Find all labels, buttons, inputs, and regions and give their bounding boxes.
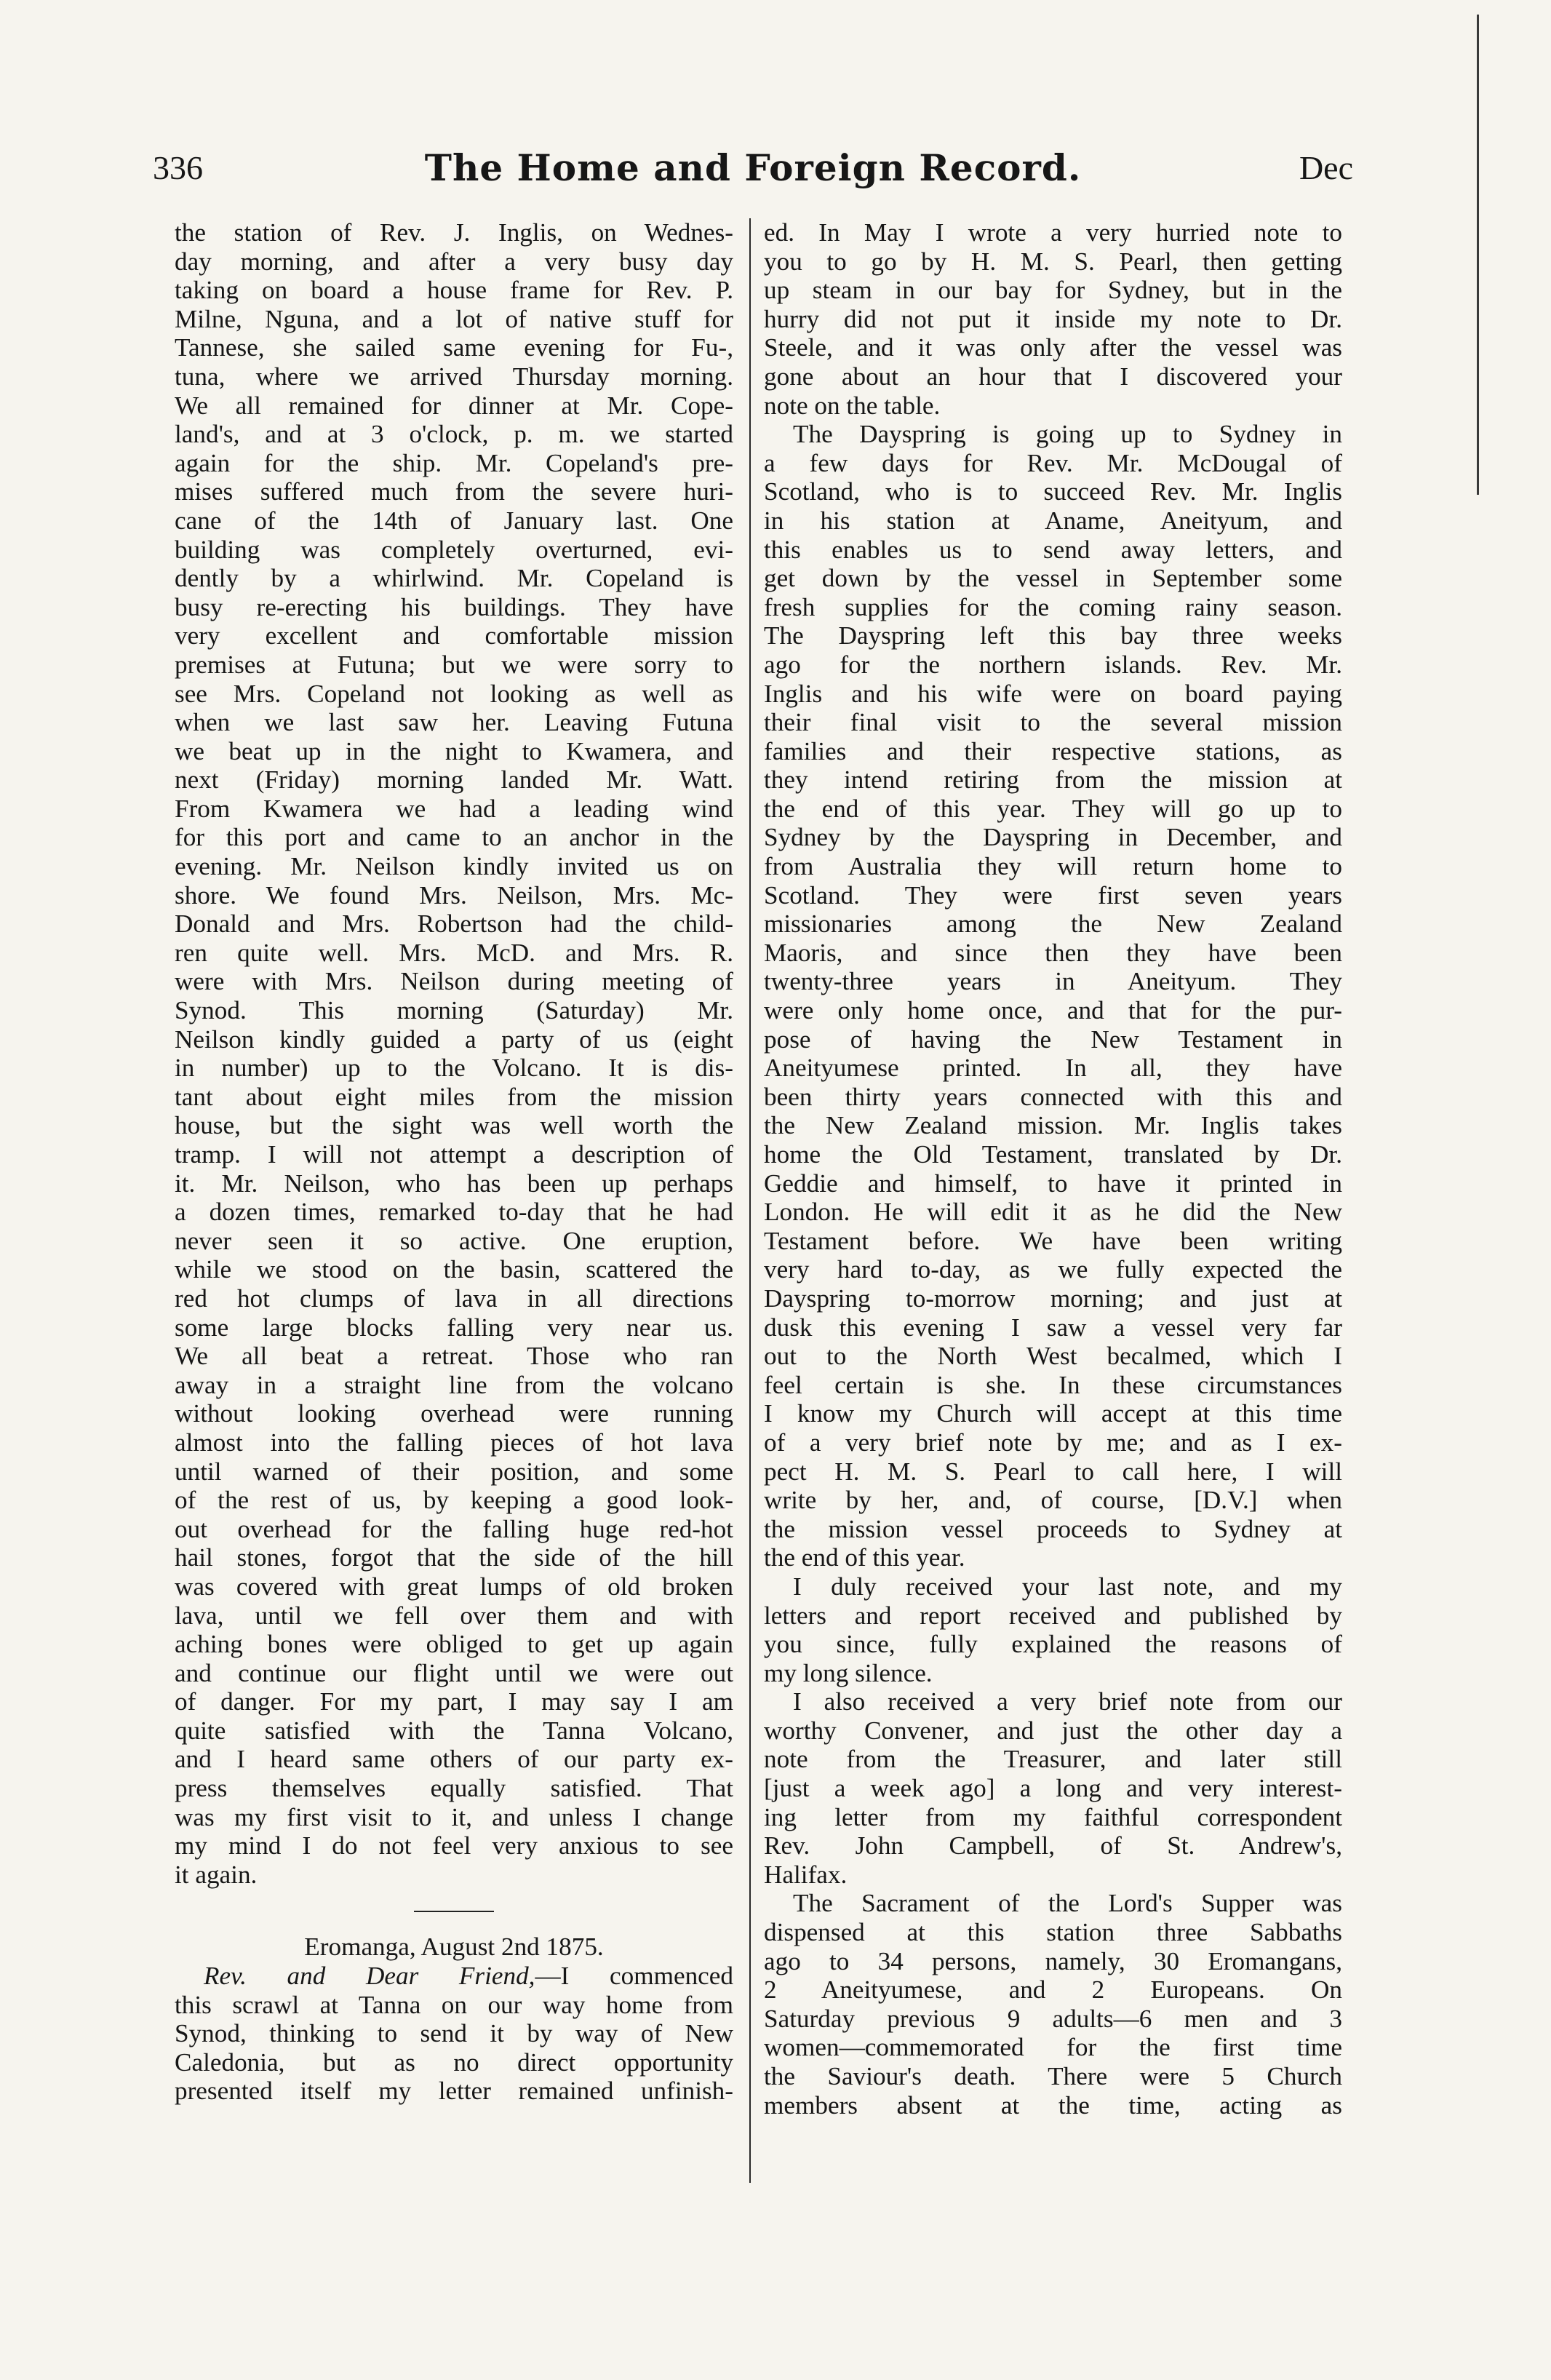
text-line: you since, fully explained the reasons of xyxy=(764,1630,1342,1659)
text-line: The Sacrament of the Lord's Supper was xyxy=(793,1889,1342,1918)
text-line: Scotland. They were first seven years xyxy=(764,880,1342,910)
text-line: women—commemorated for the first time xyxy=(764,2033,1342,2062)
text-line: worthy Convener, and just the other day a xyxy=(764,1716,1342,1745)
text-line: taking on board a house frame for Rev. P. xyxy=(175,276,733,305)
text-line: premises at Futuna; but we were sorry to xyxy=(175,650,733,679)
text-line: presented itself my letter remained unfinish- xyxy=(175,2077,733,2106)
running-title: The Home and Foreign Record. xyxy=(424,146,1082,189)
text-line: ed. In May I wrote a very hurried note to xyxy=(764,218,1342,247)
text-line: Synod. This morning (Saturday) Mr. xyxy=(175,996,733,1025)
text-line: Rev. John Campbell, of St. Andrew's, xyxy=(764,1831,1342,1860)
text-line: almost into the falling pieces of hot lava xyxy=(175,1428,733,1457)
text-line: Tannese, she sailed same evening for Fu-, xyxy=(175,333,733,362)
text-line: of danger. For my part, I may say I am xyxy=(175,1687,733,1716)
text-line: Maoris, and since then they have been xyxy=(764,938,1342,967)
salutation: Rev. and Dear Friend, xyxy=(204,1962,535,1991)
text-line: mises suffered much from the severe huri- xyxy=(175,477,733,506)
text-line: in his station at Aname, Aneityum, and xyxy=(764,506,1342,535)
text-line: ago to 34 persons, namely, 30 Eromangans, xyxy=(764,1946,1342,1975)
text-line: for this port and came to an anchor in the xyxy=(175,823,733,852)
text-line: building was completely overturned, evi- xyxy=(175,535,733,564)
text-line: the New Zealand mission. Mr. Inglis takes xyxy=(764,1111,1342,1140)
text-line: the end of this year. xyxy=(764,1543,965,1572)
text-line: I duly received your last note, and my xyxy=(793,1572,1342,1601)
text-line: this enables us to send away letters, and xyxy=(764,535,1342,564)
text-line: until warned of their position, and some xyxy=(175,1457,733,1486)
text-line: my mind I do not feel very anxious to see xyxy=(175,1831,733,1860)
text-line: it. Mr. Neilson, who has been up perhaps xyxy=(175,1169,733,1198)
text-line: ren quite well. Mrs. McD. and Mrs. R. xyxy=(175,938,733,967)
text-line: was covered with great lumps of old broken xyxy=(175,1572,733,1601)
text-line: Donald and Mrs. Robertson had the child- xyxy=(175,910,733,939)
text-line: evening. Mr. Neilson kindly invited us on xyxy=(175,852,733,881)
text-line: gone about an hour that I discovered your xyxy=(764,362,1342,391)
text-line: Geddie and himself, to have it printed in xyxy=(764,1169,1342,1198)
text-line: get down by the vessel in September some xyxy=(764,564,1342,593)
text-line: the end of this year. They will go up to xyxy=(764,794,1342,823)
text-line: we beat up in the night to Kwamera, and xyxy=(175,736,733,765)
text-line: busy re-erecting his buildings. They have xyxy=(175,592,733,621)
text-line: red hot clumps of lava in all directions xyxy=(175,1283,733,1313)
text-line: shore. We found Mrs. Neilson, Mrs. Mc- xyxy=(175,880,733,910)
text-line: London. He will edit it as he did the New xyxy=(764,1198,1342,1227)
text-line: their final visit to the several mission xyxy=(764,708,1342,737)
text-line: very excellent and comfortable mission xyxy=(175,621,733,650)
text-line: Dayspring to-morrow morning; and just at xyxy=(764,1283,1342,1313)
text-line: hail stones, forgot that the side of the hill xyxy=(175,1543,733,1572)
page-number: 336 xyxy=(153,149,203,186)
text-line: in number) up to the Volcano. It is dis- xyxy=(175,1054,733,1083)
text-line: was my first visit to it, and unless I change xyxy=(175,1802,733,1831)
column-rule xyxy=(749,218,751,2183)
text-line: and continue our flight until we were out xyxy=(175,1658,733,1687)
salutation-line xyxy=(175,1962,733,1991)
text-line: The Dayspring left this bay three weeks xyxy=(764,621,1342,650)
text-line: home the Old Testament, translated by Dr. xyxy=(764,1140,1342,1169)
text-line: Aneityumese printed. In all, they have xyxy=(764,1054,1342,1083)
text-line: very hard to-day, as we fully expected the xyxy=(764,1255,1342,1284)
text-line: been thirty years connected with this and xyxy=(764,1082,1342,1111)
text-line: letters and report received and published by xyxy=(764,1601,1342,1630)
text-line: tant about eight miles from the mission xyxy=(175,1082,733,1111)
text-line: members absent at the time, acting as xyxy=(764,2090,1342,2120)
text-line: next (Friday) morning landed Mr. Watt. xyxy=(175,765,733,795)
text-line: Steele, and it was only after the vessel was xyxy=(764,333,1342,362)
text-line: twenty-three years in Aneityum. They xyxy=(764,967,1342,996)
text-line: From Kwamera we had a leading wind xyxy=(175,794,733,823)
text-line: you to go by H. M. S. Pearl, then getting xyxy=(764,247,1342,276)
text-line: ing letter from my faithful correspondent xyxy=(764,1802,1342,1831)
text-line: ago for the northern islands. Rev. Mr. xyxy=(764,650,1342,679)
left-column xyxy=(175,218,733,2106)
text-line: house, but the sight was well worth the xyxy=(175,1111,733,1140)
text-line: Neilson kindly guided a party of us (eight xyxy=(175,1024,733,1054)
text-line: Caledonia, but as no direct opportunity xyxy=(175,2047,733,2077)
text-line: pose of having the New Testament in xyxy=(764,1024,1342,1054)
text-line: it again. xyxy=(175,1860,258,1889)
text-line: Synod, thinking to send it by way of New xyxy=(175,2019,733,2048)
text-line: of the rest of us, by keeping a good look- xyxy=(175,1486,733,1515)
text-line: never seen it so active. One eruption, xyxy=(175,1226,733,1255)
paragraph xyxy=(764,218,1342,420)
scan-edge-line xyxy=(1477,15,1479,495)
text-line: Halifax. xyxy=(764,1860,848,1889)
letter-dateline: Eromanga, August 2nd 1875. xyxy=(304,1933,604,1962)
text-line: quite satisfied with the Tanna Volcano, xyxy=(175,1716,733,1745)
paragraph xyxy=(175,218,733,1889)
text-line: my long silence. xyxy=(764,1658,933,1687)
text-line: dispensed at this station three Sabbaths xyxy=(764,1918,1342,1947)
text-line: out to the North West becalmed, which I xyxy=(764,1342,1342,1371)
text-line: land's, and at 3 o'clock, p. m. we started xyxy=(175,420,733,449)
text-line: were only home once, and that for the pur- xyxy=(764,996,1342,1025)
text-line: Sydney by the Dayspring in December, and xyxy=(764,823,1342,852)
right-column xyxy=(764,218,1342,2120)
text-line: dusk this evening I saw a vessel very far xyxy=(764,1313,1342,1342)
text-line: 2 Aneityumese, and 2 Europeans. On xyxy=(764,1975,1342,2005)
paragraph xyxy=(764,1572,1342,1687)
text-line: feel certain is she. In these circumstances xyxy=(764,1370,1342,1399)
text-line: note from the Treasurer, and later still xyxy=(764,1745,1342,1774)
text-line: a few days for Rev. Mr. McDougal of xyxy=(764,448,1342,477)
text-line: were with Mrs. Neilson during meeting of xyxy=(175,967,733,996)
header-month: Dec xyxy=(1299,149,1353,186)
text-line: and I heard same others of our party ex- xyxy=(175,1745,733,1774)
paragraph xyxy=(764,420,1342,1572)
text-line: up steam in our bay for Sydney, but in the xyxy=(764,276,1342,305)
text-line: tuna, where we arrived Thursday morning. xyxy=(175,362,733,391)
text-line: Inglis and his wife were on board paying xyxy=(764,679,1342,708)
text-line: when we last saw her. Leaving Futuna xyxy=(175,708,733,737)
text-line: tramp. I will not attempt a description of xyxy=(175,1140,733,1169)
text-line: day morning, and after a very busy day xyxy=(175,247,733,276)
text-line: cane of the 14th of January last. One xyxy=(175,506,733,535)
text-line: this scrawl at Tanna on our way home from xyxy=(175,1990,733,2019)
text-line: Saturday previous 9 adults—6 men and 3 xyxy=(764,2004,1342,2033)
text-line: We all beat a retreat. Those who ran xyxy=(175,1342,733,1371)
text-line: a dozen times, remarked to-day that he had xyxy=(175,1198,733,1227)
text-line: [just a week ago] a long and very interest- xyxy=(764,1774,1342,1803)
text-line: Testament before. We have been writing xyxy=(764,1226,1342,1255)
text-line: again for the ship. Mr. Copeland's pre- xyxy=(175,448,733,477)
text-line: I also received a very brief note from our xyxy=(793,1687,1342,1716)
page-header xyxy=(153,143,1353,194)
text-line: Scotland, who is to succeed Rev. Mr. Inglis xyxy=(764,477,1342,506)
text-line: aching bones were obliged to get up again xyxy=(175,1630,733,1659)
text-line: the Saviour's death. There were 5 Church xyxy=(764,2062,1342,2090)
paragraph xyxy=(764,1687,1342,1889)
text-line: note on the table. xyxy=(764,391,941,420)
text-line: press themselves equally satisfied. That xyxy=(175,1774,733,1803)
text-line: away in a straight line from the volcano xyxy=(175,1370,733,1399)
section-divider xyxy=(414,1911,494,1912)
text-line: some large blocks falling very near us. xyxy=(175,1313,733,1342)
text-line: pect H. M. S. Pearl to call here, I will xyxy=(764,1457,1342,1486)
text-line: from Australia they will return home to xyxy=(764,852,1342,881)
text-line: while we stood on the basin, scattered the xyxy=(175,1255,733,1284)
text-line: they intend retiring from the mission at xyxy=(764,765,1342,795)
text-line: We all remained for dinner at Mr. Cope- xyxy=(175,391,733,420)
text-line: the station of Rev. J. Inglis, on Wednes- xyxy=(175,218,733,247)
text-line: of a very brief note by me; and as I ex- xyxy=(764,1428,1342,1457)
text-line: without looking overhead were running xyxy=(175,1399,733,1428)
text-line: families and their respective stations, as xyxy=(764,736,1342,765)
text-line: the mission vessel proceeds to Sydney at xyxy=(764,1514,1342,1543)
paragraph xyxy=(175,1991,733,2106)
text-line: Milne, Nguna, and a lot of native stuff for xyxy=(175,304,733,333)
text-line: The Dayspring is going up to Sydney in xyxy=(793,420,1342,449)
paragraph xyxy=(764,1889,1342,2120)
text-line: dently by a whirlwind. Mr. Copeland is xyxy=(175,564,733,593)
text-line: missionaries among the New Zealand xyxy=(764,910,1342,939)
text-line: out overhead for the falling huge red-hot xyxy=(175,1514,733,1543)
text-line: fresh supplies for the coming rainy season. xyxy=(764,592,1342,621)
text-line: write by her, and, of course, [D.V.] when xyxy=(764,1486,1342,1515)
salutation-continuation: —I commenced xyxy=(535,1962,733,1991)
text-line: see Mrs. Copeland not looking as well as xyxy=(175,679,733,708)
text-line: lava, until we fell over them and with xyxy=(175,1601,733,1630)
text-line: hurry did not put it inside my note to Dr. xyxy=(764,304,1342,333)
text-line: I know my Church will accept at this time xyxy=(764,1399,1342,1428)
